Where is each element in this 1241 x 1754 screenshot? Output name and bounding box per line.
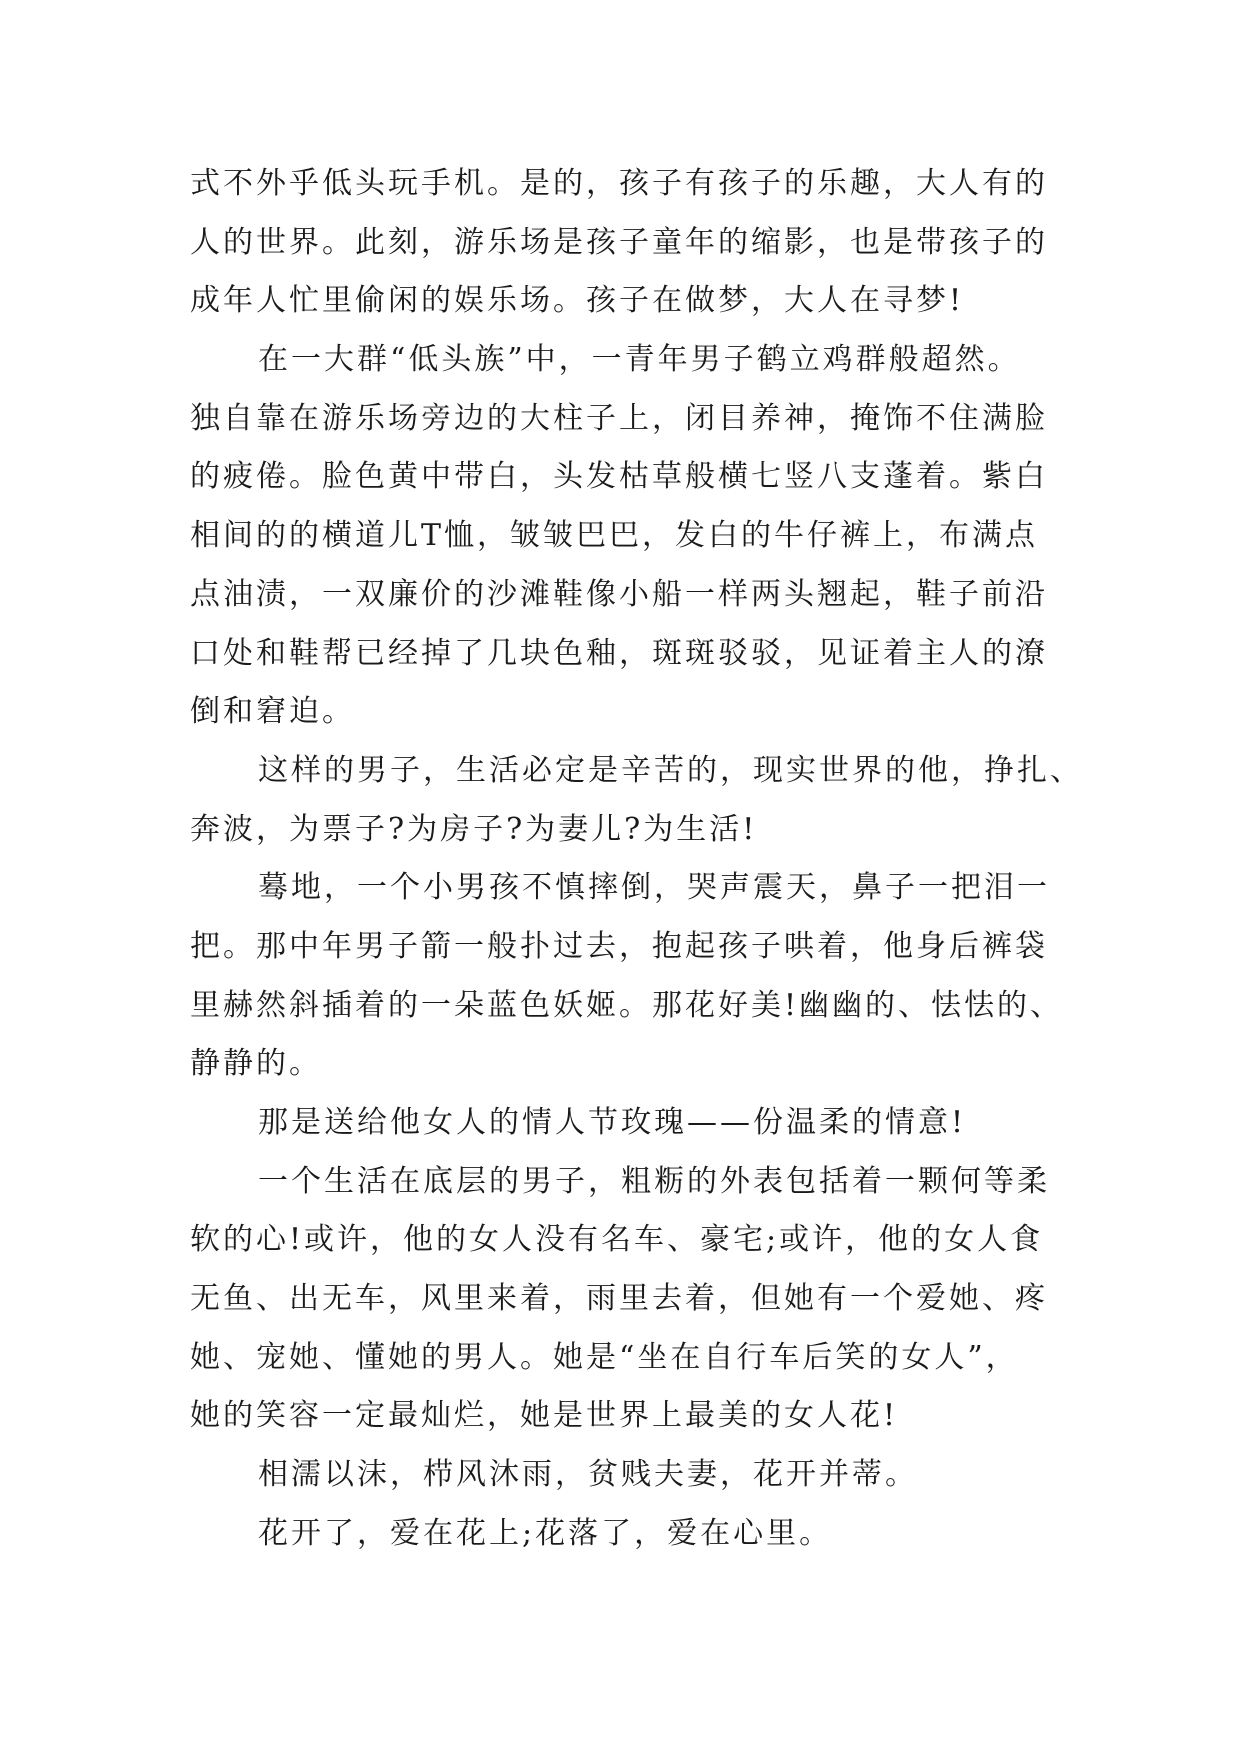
text-line: 相间的的横道儿T恤，皱皱巴巴，发白的牛仔裤上，布满点: [190, 518, 1039, 554]
text-line: 点油渍，一双廉价的沙滩鞋像小船一样两头翘起，鞋子前沿: [190, 576, 1048, 612]
text-line: 成年人忙里偷闲的娱乐场。孩子在做梦，大人在寻梦!: [190, 283, 965, 319]
text-line: 那是送给他女人的情人节玫瑰——份温柔的情意!: [258, 1105, 967, 1140]
text-line: 一个生活在底层的男子，粗粝的外表包括着一颗何等柔: [258, 1163, 1050, 1199]
body-text: [190, 155, 1083, 1564]
text-line: 静静的。: [190, 1046, 322, 1082]
text-line: 这样的男子，生活必定是辛苦的，现实世界的他，挣扎、: [258, 752, 1083, 788]
text-line: 蓦地，一个小男孩不慎摔倒，哭声震天，鼻子一把泪一: [258, 870, 1050, 906]
text-line: 人的世界。此刻，游乐场是孩子童年的缩影，也是带孩子的: [190, 224, 1048, 260]
text-line: 把。那中年男子箭一般扑过去，抱起孩子哄着，他身后裤袋: [190, 928, 1048, 964]
text-line: 无鱼、出无车，风里来着，雨里去着，但她有一个爱她、疼: [190, 1281, 1048, 1317]
text-line: 她的笑容一定最灿烂，她是世界上最美的女人花!: [190, 1398, 899, 1434]
text-line: 在一大群“低头族”中，一青年男子鹤立鸡群般超然。: [258, 342, 1021, 378]
text-line: 倒和窘迫。: [190, 694, 355, 730]
text-line: 奔波，为票子?为房子?为妻儿?为生活!: [190, 811, 758, 847]
text-line: 口处和鞋帮已经掉了几块色釉，斑斑驳驳，见证着主人的潦: [190, 635, 1048, 671]
text-line: 软的心!或许，他的女人没有名车、豪宅;或许，他的女人食: [190, 1222, 1044, 1258]
text-line: 独自靠在游乐场旁边的大柱子上，闭目养神，掩饰不住满脸: [190, 400, 1048, 436]
text-line: 里赫然斜插着的一朵蓝色妖姬。那花好美!幽幽的、怯怯的、: [190, 987, 1064, 1023]
text-line: 式不外乎低头玩手机。是的，孩子有孩子的乐趣，大人有的: [190, 166, 1048, 201]
text-line: 花开了，爱在花上;花落了，爱在心里。: [258, 1515, 833, 1551]
text-line: 相濡以沫，栉风沐雨，贫贱夫妻，花开并蒂。: [258, 1457, 918, 1493]
text-line: 的疲倦。脸色黄中带白，头发枯草般横七竖八支蓬着。紫白: [190, 459, 1048, 495]
text-line: 她、宠她、懂她的男人。她是“坐在自行车后笑的女人”，: [190, 1339, 1019, 1375]
